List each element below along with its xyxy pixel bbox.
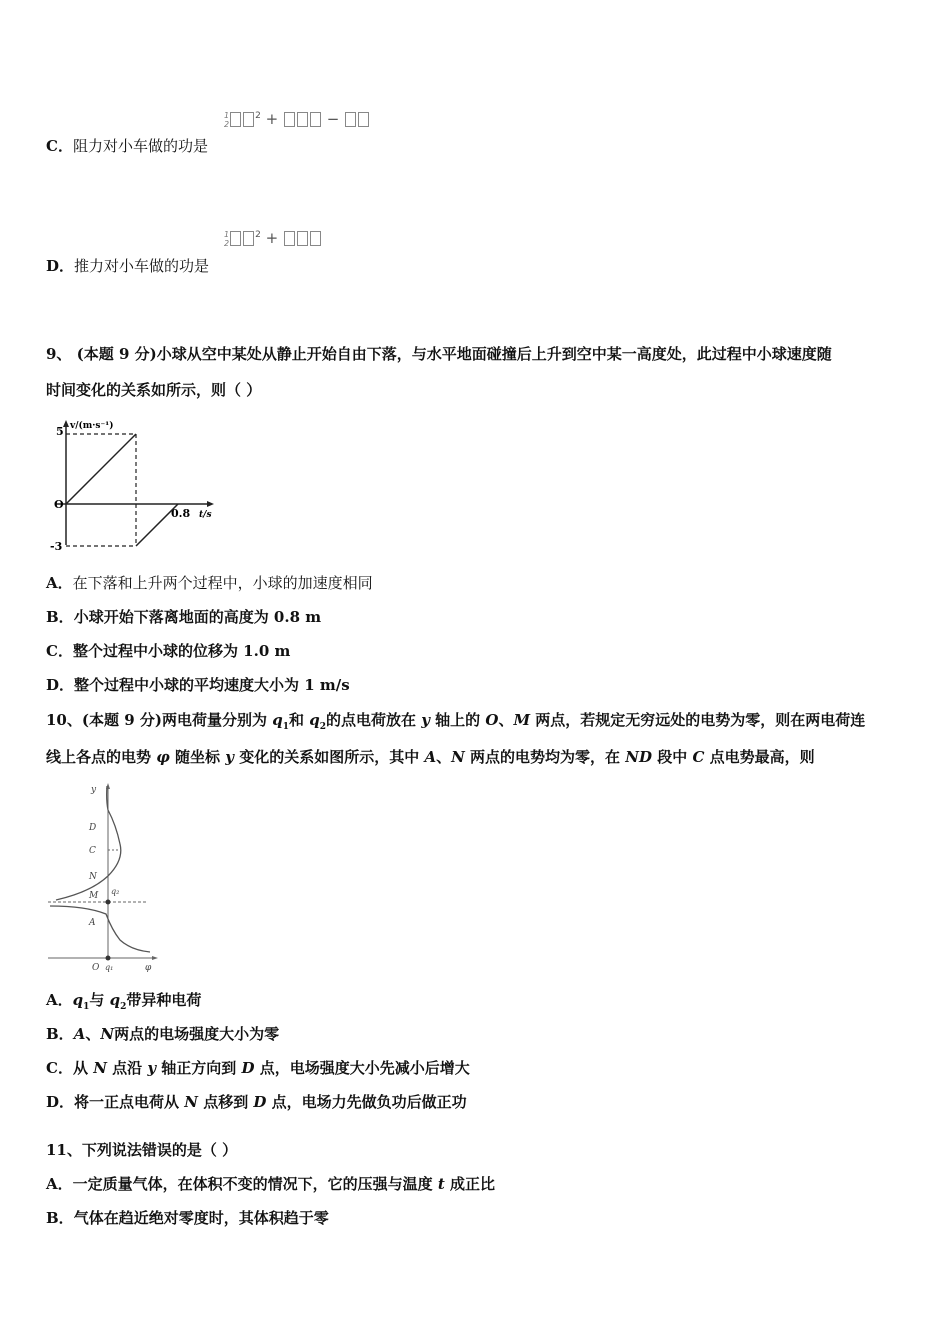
x-tick-label-0.8: 0.8 — [171, 507, 191, 520]
q10-option-c: C．从 N 点沿 y 轴正方向到 D 点，电场强度大小先减小后增大 — [46, 1059, 470, 1077]
y-axis-arrow — [63, 420, 69, 427]
series-line-rising — [136, 504, 178, 546]
label-c: C — [89, 846, 96, 856]
fraction-half: 1 2 — [224, 229, 230, 248]
q11-option-b: B．气体在趋近绝对零度时，其体积趋于零 — [46, 1209, 329, 1227]
option-text: 小球开始下落离地面的高度为 0.8 m — [73, 608, 322, 626]
option-label: D． — [46, 257, 75, 275]
label-a: A — [89, 918, 96, 928]
label-o: O — [92, 963, 100, 973]
q9-stem-line2: 时间变化的关系如所示，则（ ） — [46, 381, 262, 399]
option-label: B． — [46, 608, 74, 626]
y-tick-label-minus3: -3 — [50, 540, 63, 552]
q8-option-c — [46, 135, 208, 156]
label-n: N — [89, 872, 97, 882]
option-label: A． — [46, 991, 73, 1009]
y-axis-label: v/(m·s⁻¹) — [70, 421, 114, 431]
q10-stem-line2: 线上各点的电势 φ 随坐标 y 变化的关系如图所示，其中 A、N 两点的电势均为零，在 ND 段中 C 点电势最高，则 — [46, 748, 815, 766]
q10-option-d: D．将一正点电荷从 N 点移到 D 点，电场力先做负功后做正功 — [46, 1093, 467, 1111]
option-text: 整个过程中小球的位移为 1.0 m — [72, 642, 291, 660]
option-text: 在下落和上升两个过程中，小球的加速度相同 — [72, 574, 373, 592]
x-axis-label: t/s — [199, 510, 212, 520]
option-label: A． — [46, 1175, 73, 1193]
x-axis-arrow — [207, 501, 214, 507]
series-line-falling — [66, 434, 136, 504]
y-tick-label-5: 5 — [56, 425, 64, 438]
lower-potential-curve — [50, 906, 150, 952]
upper-potential-curve — [56, 786, 121, 900]
label-q2: q₂ — [111, 887, 120, 896]
q8-d-formula: 1 $2^2$ + — [224, 229, 322, 248]
label-q1: q₁ — [105, 963, 114, 972]
label-phi: φ — [145, 963, 152, 973]
option-label: D． — [46, 676, 75, 694]
q11-option-a: A．一定质量气体，在体积不变的情况下，它的压强与温度 t 成正比 — [46, 1175, 496, 1193]
chart-marks — [66, 434, 178, 546]
q1-charge-dot — [106, 956, 111, 961]
q9-option-d — [46, 674, 350, 695]
q8-option-d — [46, 255, 209, 276]
option-label: B． — [46, 1025, 74, 1043]
q10-potential-figure — [46, 780, 161, 975]
label-y: y — [91, 785, 97, 795]
q9-stem-line1: 9、 (本题 9 分)小球从空中某处从静止开始自由下落，与水平地面碰撞后上升到空中某一高度处，此过程中小球速度随 — [46, 345, 832, 363]
y-tick-label-origin: O — [54, 498, 64, 511]
option-label: C． — [46, 137, 73, 155]
option-label: C． — [46, 1059, 73, 1077]
q11-stem: 11、下列说法错误的是（ ） — [46, 1141, 238, 1159]
q10-stem-line1: 10、(本题 9 分)两电荷量分别为 $q_1$和 $q_2$的点电荷放在 y 轴上的 O、M 两点，若规定无穷远处的电势为零，则在两电荷连 — [46, 711, 866, 732]
option-text: 整个过程中小球的平均速度大小为 1 m/s — [74, 676, 350, 694]
q9-option-a — [46, 572, 373, 593]
q10-option-b: B．A、N两点的电场强度大小为零 — [46, 1025, 280, 1043]
q8-c-formula: 1 $2^2$ + − — [224, 110, 370, 129]
q9-vt-chart — [46, 417, 221, 552]
q9-option-c — [46, 640, 290, 661]
fraction-half: 1 2 — [224, 110, 230, 129]
label-m: M — [89, 891, 99, 901]
option-text: 推力对小车做的功是 — [74, 257, 210, 275]
option-label: A． — [46, 574, 73, 592]
q10-option-a: A．$q_1$与 $q_2$带异种电荷 — [46, 991, 202, 1012]
q9-option-b — [46, 606, 321, 627]
phi-axis-arrow — [152, 956, 158, 960]
option-label: C． — [46, 642, 73, 660]
option-label: B． — [46, 1209, 74, 1227]
q2-charge-dot — [106, 900, 111, 905]
option-label: D． — [46, 1093, 75, 1111]
label-d: D — [89, 823, 97, 833]
option-text: 阻力对小车做的功是 — [72, 137, 208, 155]
